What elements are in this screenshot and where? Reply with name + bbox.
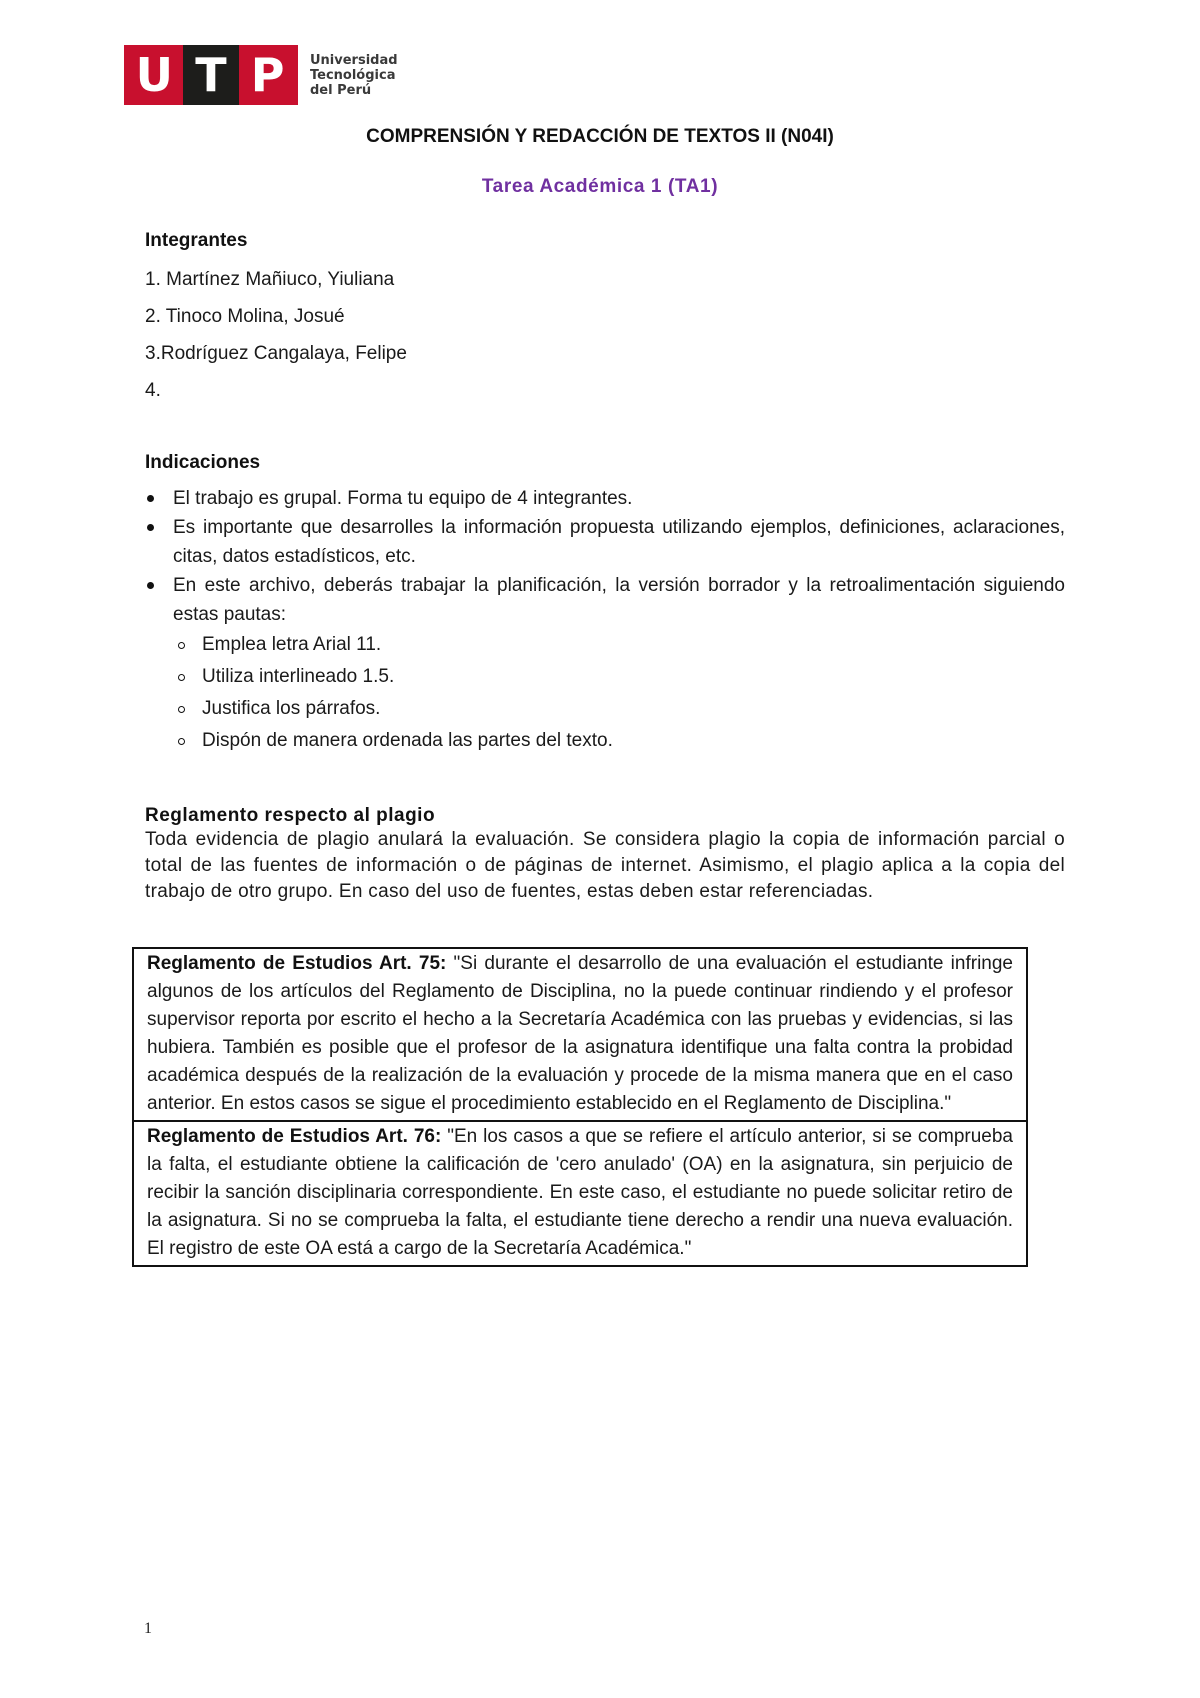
plagio-heading: Reglamento respecto al plagio <box>145 805 436 826</box>
indicacion-item: Es importante que desarrolles la información propuesta utilizando ejemplos, definiciones, aclaraciones, citas, datos estadísticos, etc. <box>145 513 1065 571</box>
course-title: COMPRENSIÓN Y REDACCIÓN DE TEXTOS II (N04I) <box>366 126 834 147</box>
member-item: 3.Rodríguez Cangalaya, Felipe <box>145 343 407 364</box>
reglamento-art-75 <box>134 949 1026 1120</box>
pauta-item: Dispón de manera ordenada las partes del texto. <box>145 725 1065 757</box>
indicacion-item <box>145 571 1065 757</box>
reglamento-label: Reglamento de Estudios Art. 75: <box>147 953 447 974</box>
reglamento-text: "Si durante el desarrollo de una evaluación el estudiante infringe algunos de los artículos del Reglamento de Disciplina, no la puede continuar rindiendo y el profesor supervisor reporta por escrito el hecho a la Secretaría Académica con las pruebas y evidencias, si las hubiera. También es posible que el profesor de la asignatura identifique una falta contra la probidad académica después de la realización de la evaluación y procede de la misma manera que en el caso anterior. En estos casos se sigue el procedimiento establecido en el Reglamento de Disciplina." <box>147 953 1013 1114</box>
members-list <box>145 261 1065 409</box>
logo-text-line: del Perú <box>310 82 372 98</box>
pautas-list <box>145 629 1065 757</box>
indicacion-item-text: En este archivo, deberás trabajar la planificación, la versión borrador y la retroalimentación siguiendo estas pautas: <box>173 575 1065 625</box>
logo-letter-u: U <box>135 48 173 102</box>
member-item: 2. Tinoco Molina, Josué <box>145 306 345 327</box>
page-number: 1 <box>144 1620 152 1637</box>
logo-text-line: Tecnológica <box>310 67 396 83</box>
utp-logo <box>124 45 398 105</box>
indicaciones-heading: Indicaciones <box>145 452 261 473</box>
integrantes-heading: Integrantes <box>145 230 248 251</box>
member-item: 1. Martínez Mañiuco, Yiuliana <box>145 269 395 290</box>
member-item: 4. <box>145 380 161 401</box>
reglamento-label: Reglamento de Estudios Art. 76: <box>147 1126 442 1147</box>
logo-letter-p: P <box>250 48 285 102</box>
pauta-item: Emplea letra Arial 11. <box>145 629 1065 661</box>
logo-text-line: Universidad <box>310 52 398 68</box>
logo-text <box>310 53 398 98</box>
task-title: Tarea Académica 1 (TA1) <box>481 176 719 197</box>
plagio-section <box>145 805 1065 905</box>
logo-block <box>124 45 298 105</box>
indicaciones-list <box>145 484 1065 757</box>
integrantes-section <box>145 230 1065 409</box>
pauta-item: Justifica los párrafos. <box>145 693 1065 725</box>
plagio-paragraph: Toda evidencia de plagio anulará la evaluación. Se considera plagio la copia de información parcial o total de las fuentes de información o de páginas de internet. Asimismo, el plagio aplica a la copia del trabajo de otro grupo. En caso del uso de fuentes, estas deben estar referenciadas. <box>145 829 1065 902</box>
indicaciones-section <box>145 452 1065 757</box>
pauta-item: Utiliza interlineado 1.5. <box>145 661 1065 693</box>
reglamento-art-76 <box>134 1120 1026 1265</box>
reglamento-text: "En los casos a que se refiere el artículo anterior, si se comprueba la falta, el estudiante obtiene la calificación de 'cero anulado' (OA) en la asignatura, sin perjuicio de recibir la sanción disciplinaria correspondiente. En este caso, el estudiante no puede solicitar retiro de la asignatura. Si no se comprueba la falta, el estudiante tiene derecho a rendir una nueva evaluación. El registro de este OA está a cargo de la Secretaría Académica." <box>147 1126 1013 1259</box>
indicacion-item: El trabajo es grupal. Forma tu equipo de 4 integrantes. <box>145 484 1065 513</box>
reglamento-box <box>132 947 1028 1267</box>
logo-letter-t: T <box>183 45 239 105</box>
